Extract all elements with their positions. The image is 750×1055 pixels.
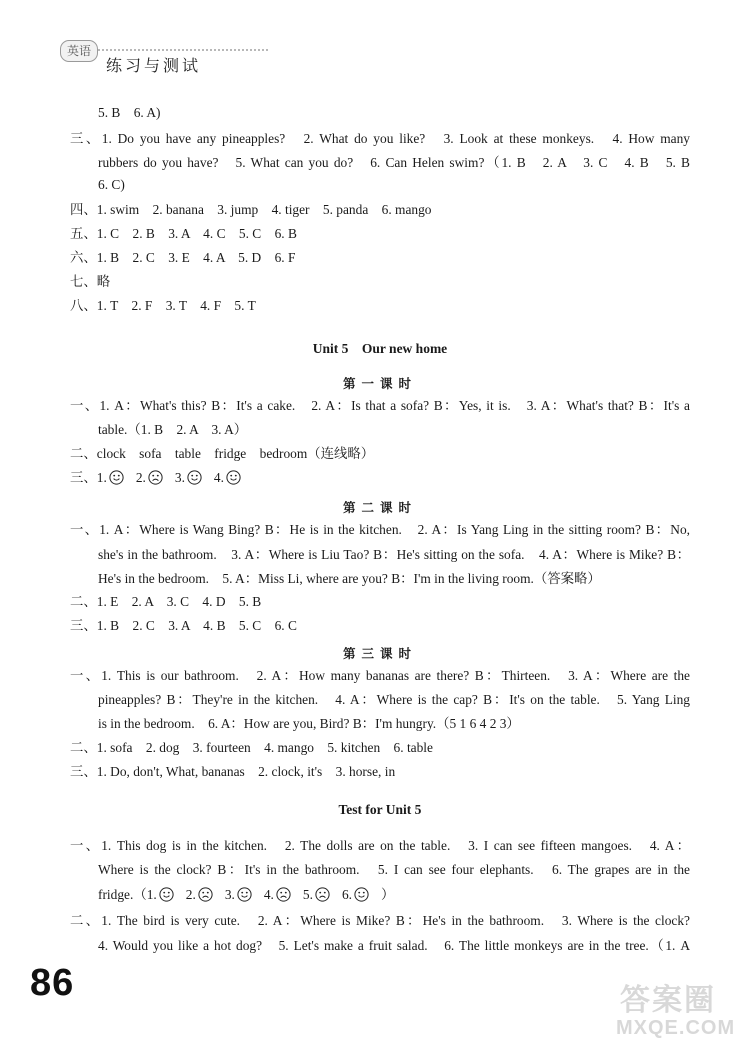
answer-line: is in the bedroom. 6. A：How are you, Bird? B：I'm hungry.（5 1 6 4 2 3） (98, 716, 520, 731)
lesson-heading: 第二课时 (342, 500, 417, 515)
face-answer (186, 887, 213, 902)
answer-line: she's in the bathroom. 3. A：Where is Liu Tao? B：He's sitting on the sofa. 4. A：Where is Mike? B： (98, 547, 690, 562)
book-title: 练习与测试 (106, 56, 202, 75)
answer-line: 三、1. Do you have any pineapples? 2. What do you like? 3. Look at these monkeys. 4. How many (70, 131, 690, 146)
face-answer (97, 470, 124, 485)
answer-line: 5. B 6. A) (98, 105, 161, 120)
smiley-face-icon (226, 470, 241, 490)
face-answer-row (97, 470, 253, 485)
answer-number: 1. (96, 470, 107, 485)
answer-text: fridge.（ (98, 887, 147, 902)
answer-line (70, 469, 690, 490)
watermark-logo (610, 975, 740, 1050)
sad-face-icon (276, 887, 291, 907)
answer-line: table.（1. B 2. A 3. A） (98, 422, 248, 437)
sad-face-icon (148, 470, 163, 490)
answer-line: 一、1. A：Where is Wang Bing? B：He is in the kitchen. 2. A：Is Yang Ling in the sitting room? B：No, (70, 522, 690, 537)
answer-line: 四、1. swim 2. banana 3. jump 4. tiger 5. panda 6. mango (70, 202, 432, 217)
face-answer (225, 887, 252, 902)
face-answer (303, 887, 330, 902)
sad-face-icon (315, 887, 330, 907)
header-divider (98, 49, 268, 51)
answer-line: 五、1. C 2. B 3. A 4. C 5. C 6. B (70, 226, 297, 241)
answer-number: 6. (341, 887, 352, 902)
answer-line: 六、1. B 2. C 3. E 4. A 5. D 6. F (70, 250, 296, 265)
answer-line: pineapples? B：They're in the kitchen. 4. A：Where is the cap? B：It's on the table. 5. Yang Ling (98, 692, 690, 707)
lesson-heading: 第三课时 (342, 646, 417, 661)
answer-line: 三、1. Do, don't, What, bananas 2. clock, it's 3. horse, in (70, 764, 396, 779)
answer-line: 二、1. The bird is very cute. 2. A：Where is Mike? B：He's in the bathroom. 3. Where is the clock? (70, 913, 690, 928)
face-answer (214, 470, 241, 485)
answer-number: 3. (174, 470, 185, 485)
answer-line: 二、clock sofa table fridge bedroom（连线略） (70, 446, 375, 461)
face-answer (136, 470, 163, 485)
answer-number: 2. (185, 887, 196, 902)
answer-line: 二、1. E 2. A 3. C 4. D 5. B (70, 594, 262, 609)
face-answer (175, 470, 202, 485)
face-answer (147, 887, 174, 902)
answer-number: 4. (213, 470, 224, 485)
face-answer (342, 887, 369, 902)
answer-line: 一、1. This dog is in the kitchen. 2. The dolls are on the table. 3. I can see fifteen mangoes. 4. A： (70, 838, 690, 853)
watermark-text: 答案圈 (620, 983, 716, 1018)
answer-number: 5. (302, 887, 313, 902)
lesson-heading: 第一课时 (342, 376, 417, 391)
face-answer-row (147, 887, 381, 902)
smiley-face-icon (354, 887, 369, 907)
closing-paren: ） (381, 887, 395, 902)
test-heading: Test for Unit 5 (338, 802, 422, 817)
answer-line (70, 886, 690, 907)
smiley-face-icon (187, 470, 202, 490)
answer-line: 4. Would you like a hot dog? 5. Let's make a fruit salad. 6. The little monkeys are in the tree.（1. A (98, 938, 690, 953)
answer-line: 一、1. This is our bathroom. 2. A：How many bananas are there? B：Thirteen. 3. A：Where are the (70, 668, 690, 683)
answer-number: 3. (224, 887, 235, 902)
page-number: 86 (30, 962, 75, 1004)
answer-line: He's in the bedroom. 5. A：Miss Li, where are you? B：I'm in the living room.（答案略） (98, 571, 601, 586)
answer-number: 1. (146, 887, 157, 902)
answer-line: 一、1. A：What's this? B：It's a cake. 2. A：Is that a sofa? B：Yes, it is. 3. A：What's that? B：It's a (70, 398, 690, 413)
answer-line: Where is the clock? B：It's in the bathroom. 5. I can see four elephants. 6. The grapes are in the (98, 862, 690, 877)
subject-tag: 英语 (60, 40, 98, 62)
answer-number: 4. (263, 887, 274, 902)
answer-line: 七、略 (70, 274, 111, 289)
unit-heading: Unit 5 Our new home (312, 341, 448, 356)
answer-line: 八、1. T 2. F 3. T 4. F 5. T (70, 298, 256, 313)
answer-line: rubbers do you have? 5. What can you do? 6. Can Helen swim?（1. B 2. A 3. C 4. B 5. B (98, 155, 690, 170)
sad-face-icon (198, 887, 213, 907)
answer-line: 6. C) (98, 177, 125, 192)
smiley-face-icon (109, 470, 124, 490)
watermark-url: MXQE.COM (616, 1017, 736, 1039)
answer-number: 2. (135, 470, 146, 485)
page-header (28, 36, 288, 76)
section-label: 三、 (70, 470, 97, 485)
answer-line: 三、1. B 2. C 3. A 4. B 5. C 6. C (70, 618, 297, 633)
face-answer (264, 887, 291, 902)
smiley-face-icon (237, 887, 252, 907)
answer-line: 二、1. sofa 2. dog 3. fourteen 4. mango 5. kitchen 6. table (70, 740, 433, 755)
smiley-face-icon (159, 887, 174, 907)
